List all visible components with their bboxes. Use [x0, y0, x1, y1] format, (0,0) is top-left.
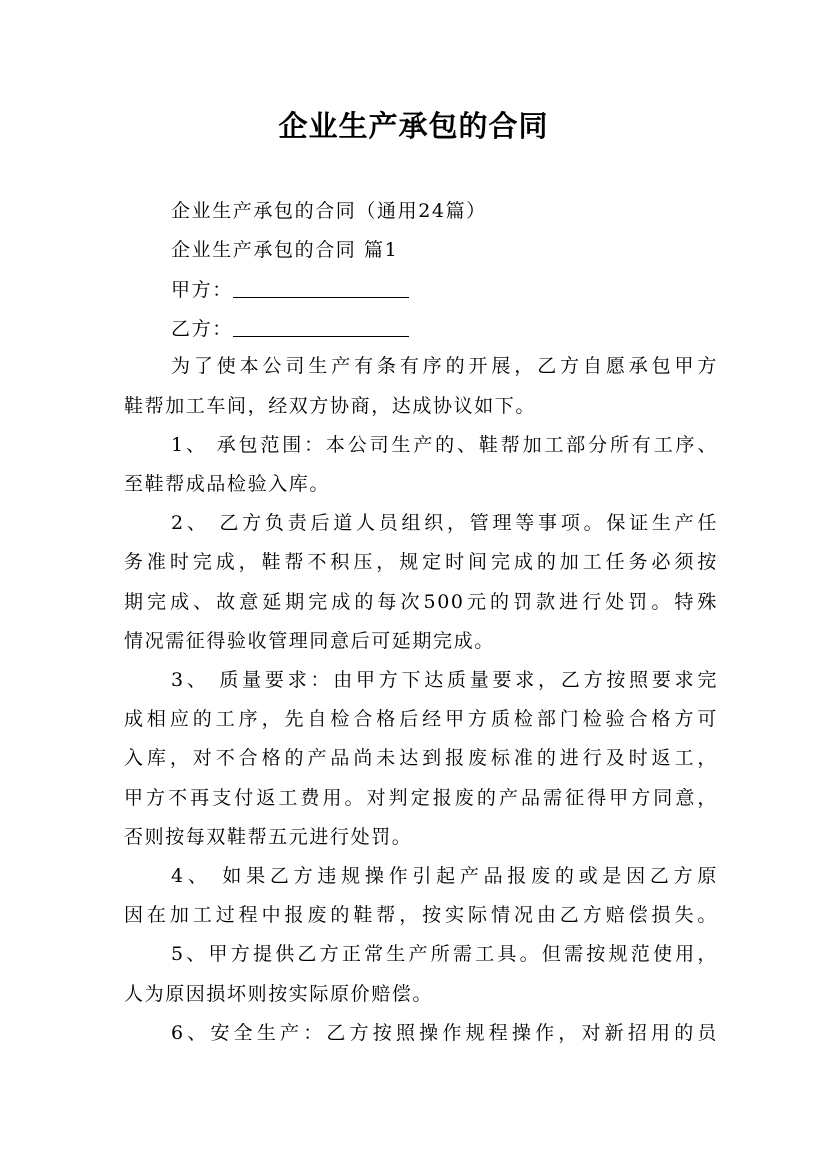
- body-line: 6、安全生产：乙方按照操作规程操作，对新招用的员: [171, 1022, 718, 1044]
- body-line: 3、 质量要求：由甲方下达质量要求，乙方按照要求完: [171, 669, 718, 691]
- body-line: 因在加工过程中报废的鞋帮，按实际情况由乙方赔偿损失。: [124, 904, 718, 926]
- body-line: 甲方不再支付返工费用。对判定报废的产品需征得甲方同意，: [124, 787, 718, 809]
- body-line: 情况需征得验收管理同意后可延期完成。: [124, 630, 495, 652]
- party-a-line: [171, 276, 765, 304]
- body-line: 务准时完成，鞋帮不积压，规定时间完成的加工任务必须按: [124, 551, 718, 573]
- body-line: 人为原因损坏则按实际原价赔偿。: [124, 983, 434, 1005]
- body-line: 为了使本公司生产有条有序的开展，乙方自愿承包甲方: [171, 355, 718, 377]
- party-a-blank: [233, 277, 409, 298]
- party-b-line: [171, 315, 765, 343]
- body-line: 1、 承包范围：本公司生产的、鞋帮加工部分所有工序、: [171, 434, 718, 456]
- body-line: 2、 乙方负责后道人员组织，管理等事项。保证生产任: [171, 512, 718, 534]
- document-title: 企业生产承包的合同: [278, 109, 549, 143]
- body-line: 否则按每双鞋帮五元进行处罚。: [124, 826, 413, 848]
- body-line: 5、甲方提供乙方正常生产所需工具。但需按规范使用，: [171, 943, 718, 965]
- party-b-blank: [233, 316, 409, 337]
- body-line: 入库，对不合格的产品尚未达到报废标准的进行及时返工，: [124, 747, 718, 769]
- body-line: 成相应的工序，先自检合格后经甲方质检部门检验合格方可: [124, 708, 718, 730]
- party-a-label: 甲方：: [171, 279, 233, 301]
- body-line: 鞋帮加工车间，经双方协商，达成协议如下。: [124, 395, 537, 417]
- party-b-label: 乙方：: [171, 318, 233, 340]
- body-line: 4、 如果乙方违规操作引起产品报废的或是因乙方原: [171, 865, 718, 887]
- section-heading: 企业生产承包的合同 篇1: [171, 239, 399, 261]
- body-line: 至鞋帮成品检验入库。: [124, 473, 331, 495]
- document-subtitle: 企业生产承包的合同（通用24篇）: [171, 200, 487, 222]
- body-line: 期完成、故意延期完成的每次500元的罚款进行处罚。特殊: [124, 591, 718, 613]
